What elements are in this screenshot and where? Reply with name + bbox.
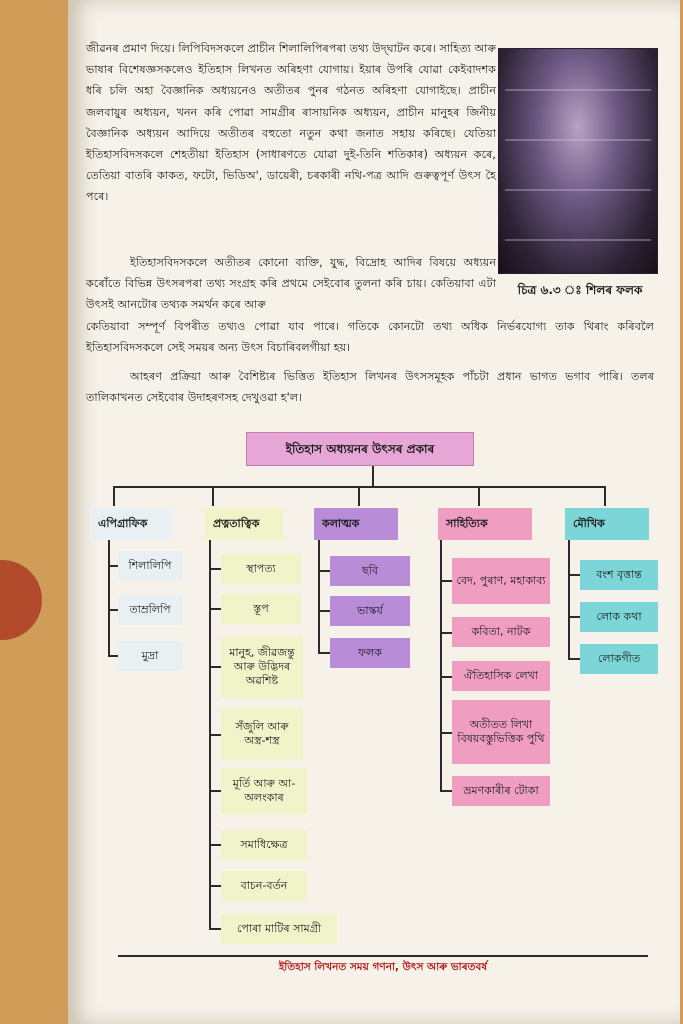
- item-pottery: বাচন-বৰ্তন: [221, 871, 307, 901]
- paragraph-3: আহৰণ প্ৰক্ৰিয়া আৰু বৈশিষ্ট্যৰ ভিত্তিত ইতিহাস লিখনৰ উৎসসমূহক পাঁচটা প্ৰধান ভাগত ভগাব পাৰি। তলৰ তালিকাখনত সেইবোৰ উদাহৰণসহ দেখুওৱা হ'ল।: [86, 370, 654, 405]
- stone-plaque-photo: [498, 48, 658, 274]
- item-plaque: ফলক: [330, 638, 410, 668]
- paragraph-1: জীৱনৰ প্ৰমাণ দিয়ে। লিপিবিদসকলে প্ৰাচীন শিলালিপিৰপৰা তথ্য উদ্‌ঘাটন কৰে। সাহিত্য আৰু ভাষাৰ বিশেষজ্ঞসকলেও ইতিহাস লিখনত অৰিহণা যোগায়। ইয়াৰ উপৰি যোৱা কেইবাদশক ধৰি চলি অহা বৈজ্ঞানিক অধ্যয়নেও অতীতৰ পুনৰ গঠনত অৰিহণা যোগাইছে। প্ৰাচীন জলবায়ুৰ অধ্যয়ন, খনন কৰি পোৱা সামগ্ৰীৰ ৰাসায়নিক অধ্যয়ন, প্ৰাচীন মানুহৰ জিনীয় বৈজ্ঞানিক অধ্যয়ন আদিয়ে অতীতৰ বহুতো নতুন কথা জনাত সহায় কৰিছে। যেতিয়া ইতিহাসবিদসকলে শেহতীয়া ইতিহাস (সাধাৰণতে যোৱা দুই-তিনি শতিকাৰ) অধ্যয়ন কৰে, তেতিয়া বাতৰি কাকত, ফটো, ভিডিঅ', ডায়েৰী, চৰকাৰী নথি-পত্ৰ আদি গুৰুত্বপূৰ্ণ উৎস হৈ পৰে।: [86, 42, 496, 204]
- item-terracotta: পোৰা মাটিৰ সামগ্ৰী: [221, 914, 337, 944]
- item-poetry-drama: কবিতা, নাটক: [452, 617, 550, 647]
- item-architecture: স্থাপত্য: [221, 554, 301, 584]
- paragraph-2: ইতিহাসবিদসকলে অতীতৰ কোনো ব্যক্তি, যুদ্ধ, বিদ্ৰোহ আদিৰ বিষয়ে অধ্যয়ন কৰোঁতে বিভিন্ন উৎসৰপৰা তথ্য সংগ্ৰহ কৰি প্ৰথমে সেইবোৰ তুলনা কৰি চায়। কেতিয়াবা এটা উৎসই আনটোৰ তথ্যক সমৰ্থন কৰে আৰু: [86, 256, 496, 312]
- item-tools-weapons: সঁজুলি আৰু অস্ত্ৰ-শস্ত্ৰ: [221, 708, 303, 760]
- item-manuscripts: অতীতত লিখা বিষয়বস্তুভিত্তিক পুথি: [452, 700, 550, 764]
- figure-caption: চিত্ৰ ৬.৩ ঃ শিলৰ ফলক: [517, 283, 643, 297]
- item-painting: ছবি: [330, 556, 410, 586]
- footer-rule: [118, 955, 648, 957]
- item-folk-tales: লোক কথা: [580, 602, 658, 632]
- item-burial-site: সমাধিক্ষেত্ৰ: [221, 830, 307, 860]
- item-coins: মুদ্ৰা: [118, 641, 182, 671]
- category-artistic: কলাত্মক: [314, 508, 398, 540]
- item-stupa: স্তূপ: [221, 594, 301, 624]
- category-literary: সাহিত্যিক: [438, 508, 532, 540]
- category-oral: মৌখিক: [565, 508, 649, 540]
- item-folk-songs: লোকগীত: [580, 644, 658, 674]
- diagram-root: ইতিহাস অধ্যয়নৰ উৎসৰ প্ৰকাৰ: [246, 432, 474, 466]
- item-vedas-puranas-epics: বেদ, পুৰাণ, মহাকাব্য: [452, 558, 550, 604]
- page-footer: ইতিহাস লিখনত সময় গণনা, উৎস আৰু ভাৰতবৰ্ষ: [278, 961, 488, 973]
- item-remains: মানুহ, জীৱজন্তু আৰু উদ্ভিদৰ অৱশিষ্ট: [221, 636, 303, 698]
- item-copper-plate: তাম্ৰলিপি: [118, 595, 182, 625]
- item-sculpture-ornaments: মূৰ্তি আৰু আ-অলংকাৰ: [221, 768, 307, 814]
- item-travellers-notes: ভ্ৰমণকাৰীৰ টোকা: [452, 776, 550, 806]
- category-epigraphic: এপিগ্ৰাফিক: [90, 508, 172, 540]
- category-archaeological: প্ৰত্নতাত্বিক: [205, 508, 283, 540]
- paragraph-2b: কেতিয়াবা সম্পূৰ্ণ বিপৰীত তথ্যও পোৱা যাব পাৰে। গতিকে কোনটো তথ্য অধিক নিৰ্ভৰযোগ্য তাক থিৰাং কৰিবলৈ ইতিহাসবিদসকলে সেই সময়ৰ অন্য উৎস বিচাৰিবলগীয়া হয়।: [86, 320, 654, 355]
- item-sculpture: ভাস্কৰ্য: [330, 596, 410, 626]
- item-rock-inscription: শিলালিপি: [118, 551, 182, 581]
- item-historical-writing: ঐতিহাসিক লেখা: [452, 661, 550, 691]
- thumb: [0, 560, 42, 640]
- item-genealogy: বংশ বৃত্তান্ত: [580, 560, 658, 590]
